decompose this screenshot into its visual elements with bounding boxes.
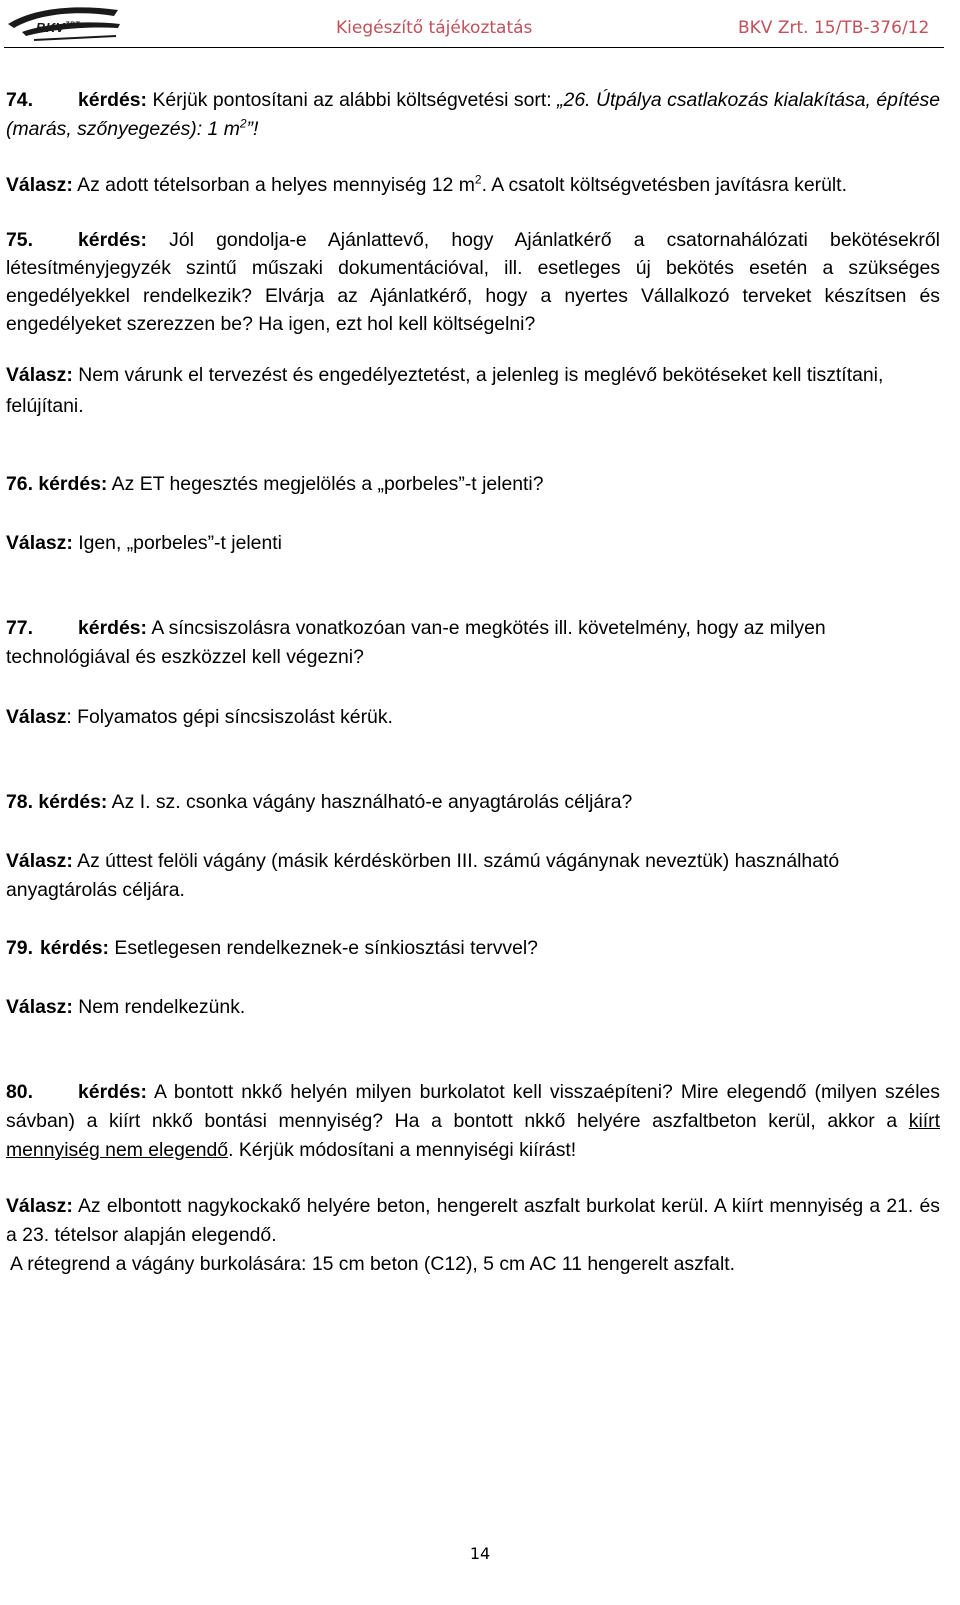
header-title: Kiegészítő tájékoztatás: [336, 18, 533, 38]
header-reference: BKV Zrt. 15/TB-376/12: [738, 18, 930, 38]
question-78: 78. kérdés: Az I. sz. csonka vágány használható-e anyagtárolás céljára?: [6, 791, 633, 813]
answer-76: Válasz: Igen, „porbeles”-t jelenti: [6, 532, 282, 554]
answer-80-extra: A rétegrend a vágány burkolására: 15 cm beton (C12), 5 cm AC 11 hengerelt aszfalt.: [10, 1253, 736, 1275]
question-77: 77. kérdés: A síncsiszolásra vonatkozóan van-e megkötés ill. követelmény, hogy az milyen technológiával és eszközzel kell végezni?: [6, 617, 826, 668]
question-80: 80. kérdés: A bontott nkkő helyén milyen burkolatot kell visszaépíteni? Mire elegendő (milyen széles sávban) a kiírt nkkő bontási mennyiség? Ha a bontott nkkő helyére aszfaltbeton kerül, akkor a kiírt mennyiség nem elegendő. Kérjük módosítani a mennyiségi kiírást!: [6, 1081, 940, 1161]
question-74: 74. kérdés: Kérjük pontosítani az alábbi költségvetési sort: „26. Útpálya csatlakozás kialakítása, építése (marás, szőnyegezés): 1 $m^2$”!: [6, 89, 940, 140]
page-number: 14: [469, 1544, 491, 1563]
header-divider: [4, 47, 944, 48]
logo-text: $BKV^{ZRT}$: [36, 20, 80, 35]
question-75: 75. kérdés: Jól gondolja-e Ajánlattevő, hogy Ajánlatkérő a csatornahálózati bekötésekről létesítményjegyzék szintű műszaki dokumentációval, ill. esetleges új bekötés esetén a szükséges engedélyekkel rendelkezik? Elvárja az Ajánlatkérő, hogy a nyertes Vállalkozó terveket készítsen és engedélyeket szerezzen be? Ha igen, ezt hol kell költségelni?: [6, 229, 940, 335]
question-76: 76. kérdés: Az ET hegesztés megjelölés a „porbeles”-t jelenti?: [6, 473, 544, 495]
answer-79: Válasz: Nem rendelkezünk.: [6, 996, 246, 1018]
document-body: [6, 86, 940, 1279]
answer-78: Válasz: Az úttest felöli vágány (másik kérdéskörben III. számú vágánynak neveztük) használható anyagtárolás céljára.: [6, 850, 840, 901]
page-header: [0, 0, 960, 52]
answer-75: Válasz: Nem várunk el tervezést és engedélyeztetést, a jelenleg is meglévő bekötéseket kell tisztítani, felújítani.: [6, 364, 884, 417]
answer-74: Válasz: Az adott tételsorban a helyes mennyiség 12 $m^2$. A csatolt költségvetésben javításra került.: [6, 172, 847, 196]
answer-77: Válasz: Folyamatos gépi síncsiszolást kérük.: [6, 706, 393, 728]
answer-80: Válasz: Az elbontott nagykockakő helyére beton, hengerelt aszfalt burkolat kerül. A kiírt mennyiség a 21. és a 23. tételsor alapján elegendő.: [6, 1195, 940, 1246]
question-79: 79. kérdés: Esetlegesen rendelkeznek-e sínkiosztási tervvel?: [6, 937, 538, 959]
